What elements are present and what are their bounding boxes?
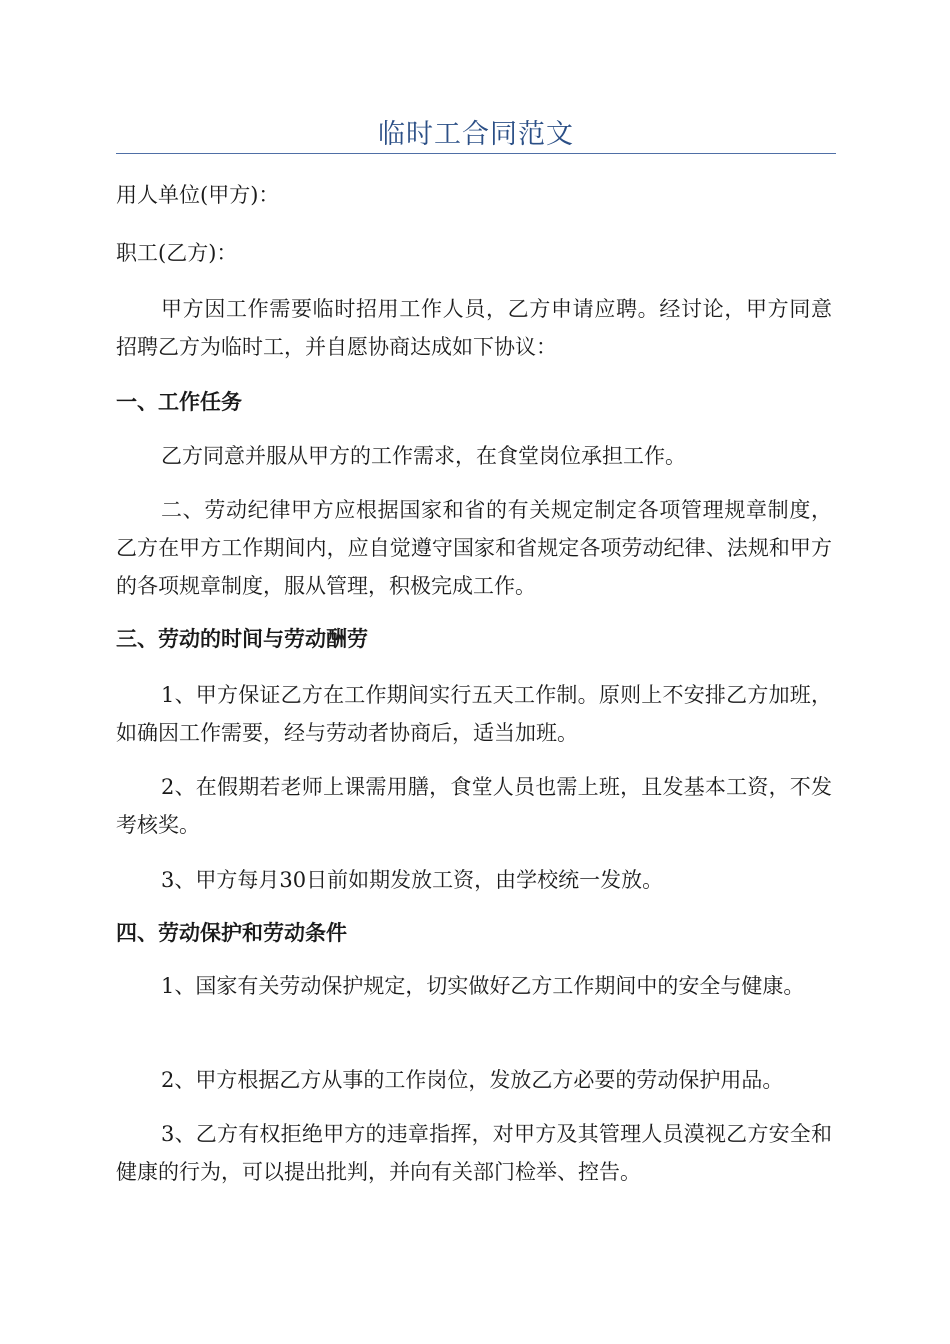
section-heading-working-time-pay: 三、劳动的时间与劳动酬劳	[116, 626, 368, 651]
intro-paragraph: 甲方因工作需要临时招用工作人员，乙方申请应聘。经讨论，甲方同意招聘乙方为临时工，并自愿协商达成如下协议：	[116, 297, 832, 359]
labor-protection-item-2: 2、甲方根据乙方从事的工作岗位，发放乙方必要的劳动保护用品。	[161, 1068, 784, 1092]
labor-protection-item-1: 1、国家有关劳动保护规定，切实做好乙方工作期间中的安全与健康。	[161, 974, 805, 998]
working-time-item-1: 1、甲方保证乙方在工作期间实行五天工作制。原则上不安排乙方加班，如确因工作需要，经与劳动者协商后，适当加班。	[116, 683, 832, 745]
party-a-label: 用人单位(甲方)：	[116, 183, 280, 207]
labor-protection-item-3: 3、乙方有权拒绝甲方的违章指挥，对甲方及其管理人员漠视乙方安全和健康的行为，可以提出批判，并向有关部门检举、控告。	[116, 1122, 832, 1184]
party-b-label: 职工(乙方)：	[116, 241, 238, 265]
section-heading-work-task: 一、工作任务	[116, 389, 242, 414]
document-title: 临时工合同范文	[378, 119, 574, 150]
working-time-item-2: 2、在假期若老师上课需用膳，食堂人员也需上班，且发基本工资，不发考核奖。	[116, 775, 832, 837]
labor-discipline-paragraph: 二、劳动纪律甲方应根据国家和省的有关规定制定各项管理规章制度，乙方在甲方工作期间内，应自觉遵守国家和省规定各项劳动纪律、法规和甲方的各项规章制度，服从管理，积极完成工作。	[116, 498, 832, 598]
work-task-paragraph: 乙方同意并服从甲方的工作需求，在食堂岗位承担工作。	[161, 444, 686, 468]
title-underline	[116, 153, 836, 154]
section-heading-labor-protection: 四、劳动保护和劳动条件	[116, 920, 347, 945]
working-time-item-3: 3、甲方每月30日前如期发放工资，由学校统一发放。	[161, 868, 664, 892]
